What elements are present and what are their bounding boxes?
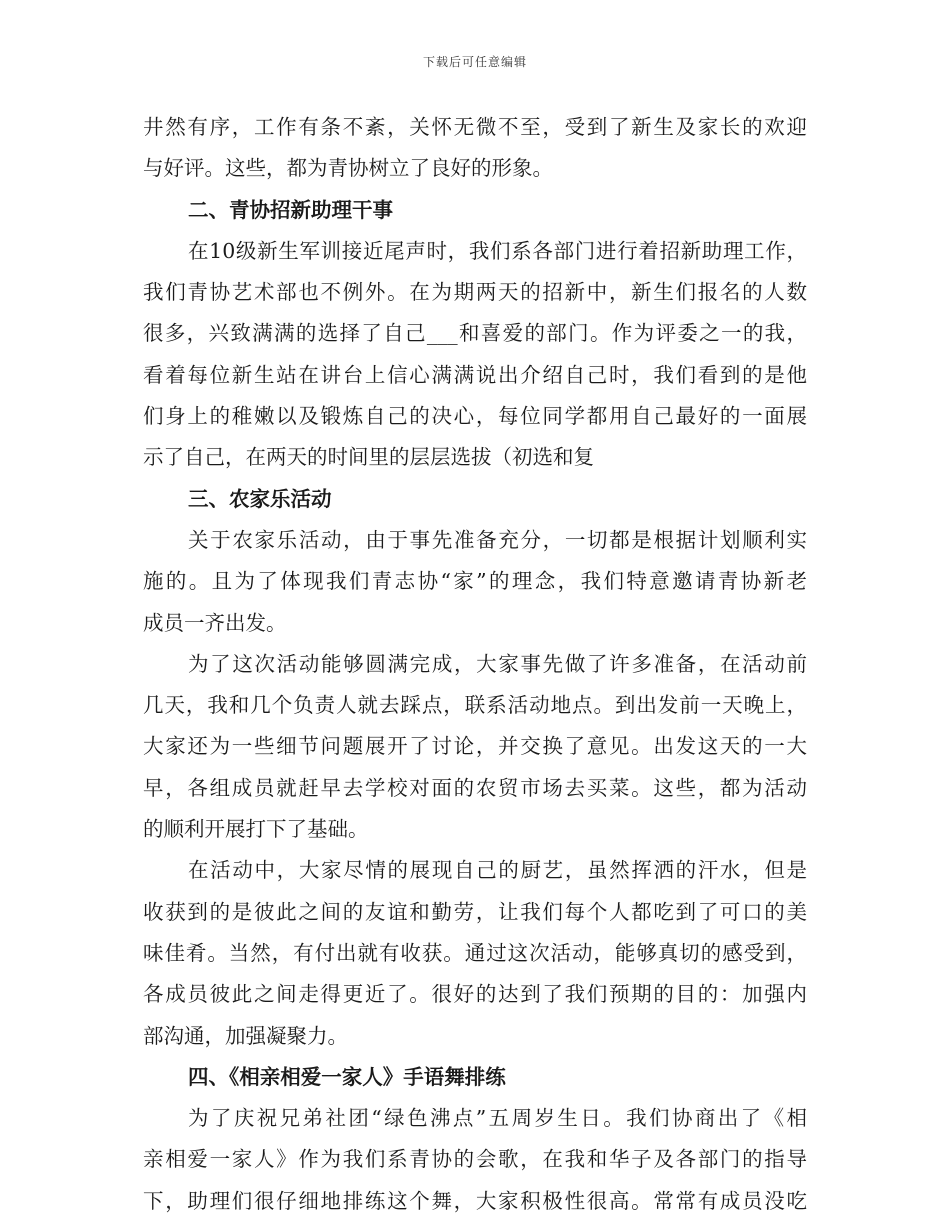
body-text-line: 我们青协艺术部也不例外。在为期两天的招新中，新生们报名的人数 [143,280,807,305]
body-text-line: 亲相爱一家人》作为我们系青协的会歌，在我和华子及各部门的指导 [143,1147,807,1172]
body-text-line: 各成员彼此之间走得更近了。很好的达到了我们预期的目的：加强内 [143,982,807,1007]
body-text-line: 收获到的是彼此之间的友谊和勤劳，让我们每个人都吃到了可口的美 [143,899,807,924]
body-text-line: 为了庆祝兄弟社团“绿色沸点”五周岁生日。我们协商出了《相 [188,1106,807,1131]
body-text-line: 看着每位新生站在讲台上信心满满说出介绍自己时，我们看到的是他 [143,362,807,387]
body-text-line: 施的。且为了体现我们青志协“家”的理念，我们特意邀请青协新老 [143,569,807,594]
body-text-line: 的顺利开展打下了基础。 [143,817,369,842]
page-header: 下载后可任意编辑 [422,55,527,69]
body-text-line: 下，助理们很仔细地排练这个舞，大家积极性很高。常常有成员没吃 [143,1188,807,1213]
body-text-line: 成员一齐出发。 [143,610,287,635]
body-text-line: 井然有序，工作有条不紊，关怀无微不至，受到了新生及家长的欢迎 [143,115,807,139]
body-text-line: 很多，兴致满满的选择了自己___和喜爱的部门。作为评委之一的我， [143,321,807,346]
body-text-line: 部沟通，加强凝聚力。 [143,1023,348,1048]
body-text-line: 与好评。这些，都为青协树立了良好的形象。 [143,156,553,181]
section-heading: 二、青协招新助理干事 [188,197,393,222]
body-text-line: 早，各组成员就赶早去学校对面的农贸市场去买菜。这些，都为活动 [143,775,807,800]
section-heading: 四、《相亲相爱一家人》手语舞排练 [188,1064,506,1089]
body-text-line: 在10级新生军训接近尾声时，我们系各部门进行着招新助理工作， [188,238,807,263]
body-text-line: 为了这次活动能够圆满完成，大家事先做了许多准备，在活动前 [188,651,807,676]
body-text-line: 几天，我和几个负责人就去踩点，联系活动地点。到出发前一天晚上， [143,693,807,718]
body-text-line: 大家还为一些细节问题展开了讨论，并交换了意见。出发这天的一大 [143,734,807,759]
body-text-line: 关于农家乐活动，由于事先准备充分，一切都是根据计划顺利实 [188,527,807,552]
body-text-line: 们身上的稚嫩以及锻炼自己的决心，每位同学都用自己最好的一面展 [143,404,807,429]
document-body [143,107,807,1222]
body-text-line: 示了自己，在两天的时间里的层层选拔（初选和复 [143,445,594,470]
section-heading: 三、农家乐活动 [188,486,332,511]
body-text-line: 在活动中，大家尽情的展现自己的厨艺，虽然挥洒的汗水，但是 [188,858,807,883]
body-text-line: 味佳肴。当然，有付出就有收获。通过这次活动，能够真切的感受到， [143,940,807,965]
